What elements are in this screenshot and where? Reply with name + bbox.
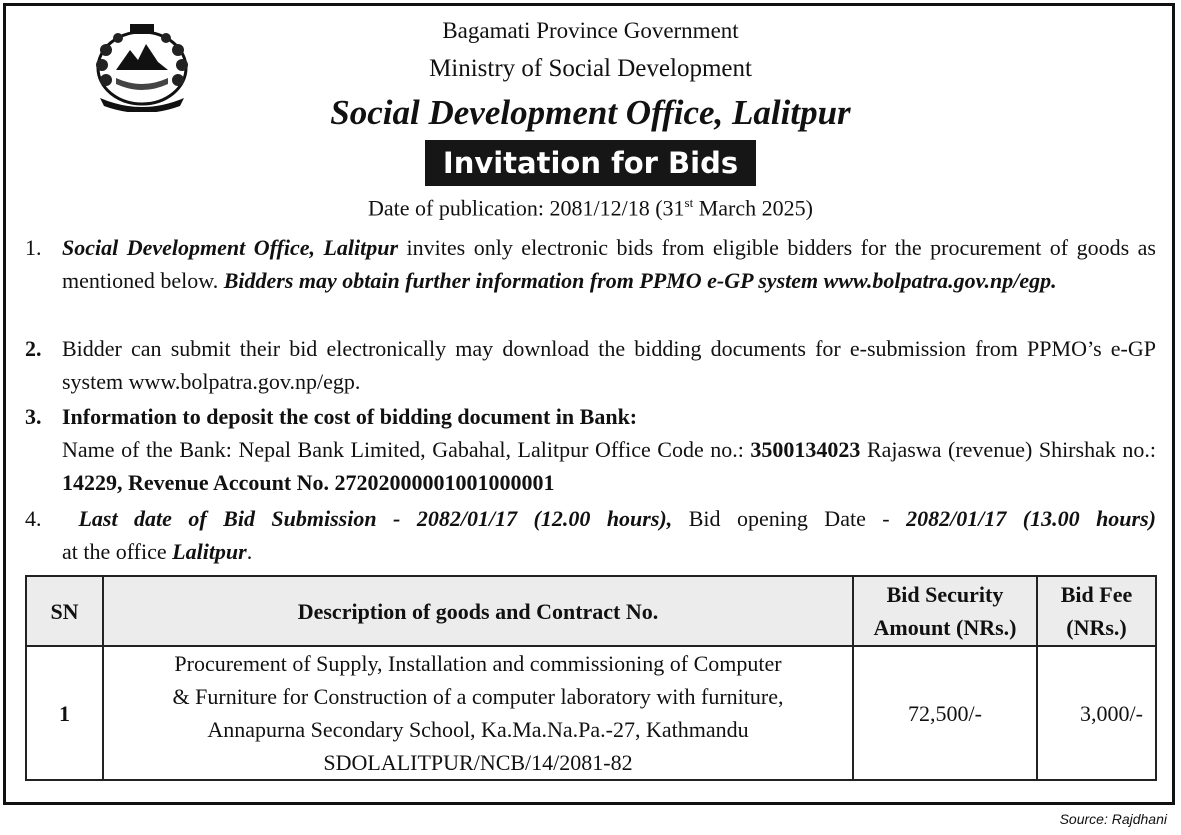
bids-table (25, 575, 1157, 781)
office-title: Social Development Office, Lalitpur (330, 93, 851, 132)
cell-bid-security: 72,500/- (853, 646, 1037, 780)
clause-3: 3. Information to deposit the cost of bidding document in Bank: Name of the Bank: Nepal Bank Limited, Gabahal, Lalitpur Office Code no.: 3500134023 Rajaswa (revenue) Shirshak no.: 14229, Revenue Account No. 27202000001001000001 (25, 404, 1156, 495)
notice-banner: Invitation for Bids (425, 140, 756, 186)
header-sn: SN (26, 576, 103, 646)
publication-date: Date of publication: 2081/12/18 (31st March 2025) (368, 195, 813, 221)
table-row (26, 646, 1156, 780)
province-name: Bagamati Province Government (442, 18, 739, 43)
clause-2: 2. Bidder can submit their bid electronically may download the bidding documents for e-submission from PPMO’s e-GP system www.bolpatra.gov.np/egp. (25, 336, 1156, 394)
ministry-name: Ministry of Social Development (429, 55, 752, 82)
clause-4: 4. Last date of Bid Submission - 2082/01/17 (12.00 hours), Bid opening Date - 2082/01/17 (13.00 hours) at the office Lalitpur. (25, 506, 1156, 564)
cell-bid-fee: 3,000/- (1037, 646, 1156, 780)
header-bid-fee: Bid Fee (NRs.) (1037, 576, 1156, 646)
header-bid-security: Bid Security Amount (NRs.) (853, 576, 1037, 646)
cell-sn: 1 (26, 646, 103, 780)
source-credit: Source: Rajdhani (1059, 811, 1167, 827)
table-header-row (26, 576, 1156, 646)
clause-1: 1. Social Development Office, Lalitpur invites only electronic bids from eligible bidders for the procurement of goods as mentioned below. Bidders may obtain further information from PPMO e-GP system www.bolpatra.gov.np/egp. (25, 235, 1156, 293)
cell-description: Procurement of Supply, Installation and commissioning of Computer & Furniture for Construction of a computer laboratory with furniture, Annapurna Secondary School, Ka.Ma.Na.Pa.-27, Kathmandu SDOLALITPUR/NCB/14/2081-82 (103, 646, 853, 780)
header-description: Description of goods and Contract No. (103, 576, 853, 646)
